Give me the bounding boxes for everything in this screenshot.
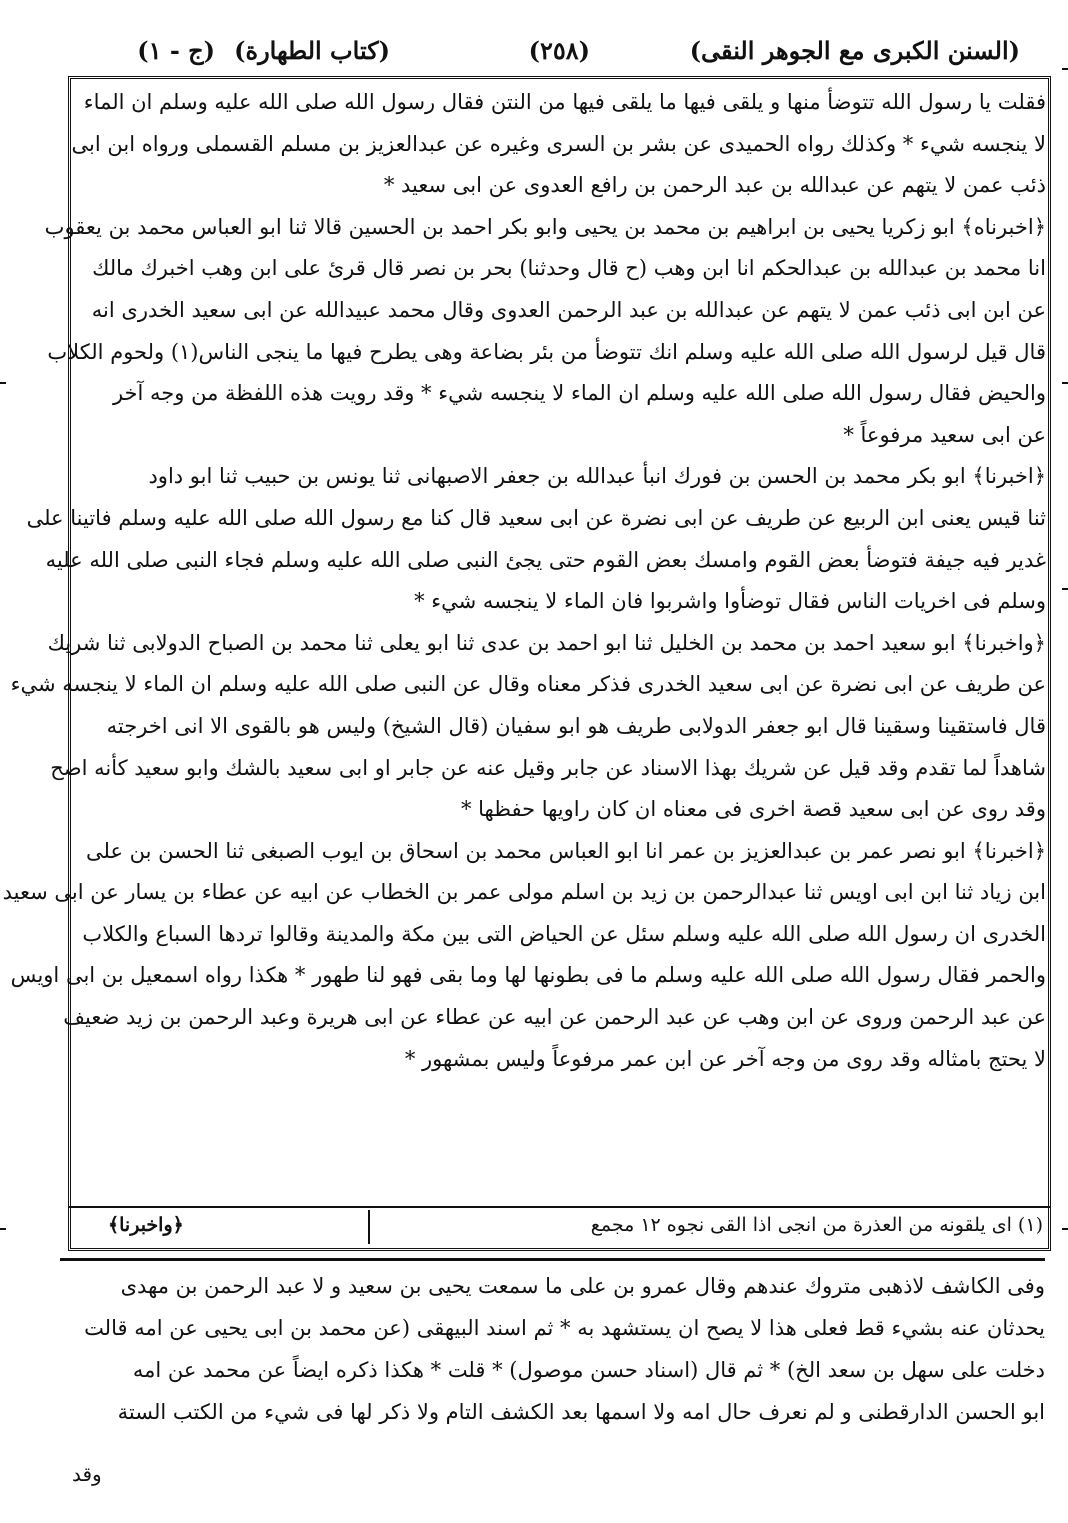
text-line: وقد روى عن ابى سعيد قصة اخرى فى معناه ان كان راويها حفظها * [460, 797, 1046, 822]
text-line: ابن زياد ثنا ابن ابى اويس ثنا عبدالرحمن بن زيد بن اسلم مولى عمر بن الخطاب عن ابيه عن عطاء بن يسار عن ابى سعيد [2, 880, 1046, 905]
commentary-line: دخلت على سهل بن سعد الخ) * ثم قال (اسناد حسن موصول) * قلت * هكذا ذكره ايضاً عن محمد عن امه [132, 1358, 1045, 1382]
text-line: قال قيل لرسول الله صلى الله عليه وسلم انك تتوضأ من بئر بضاعة وهى يطرح فيها ما ينجى الناس(١) ولحوم الكلاب [47, 339, 1046, 364]
edge-tick [1062, 68, 1068, 70]
footnote-text: (١) اى يلقونه من العذرة من انجى اذا القى نجوه ١٢ مجمع [590, 1214, 1043, 1236]
edge-tick [1062, 588, 1068, 590]
text-line: ﴿اخبرنا﴾ ابو نصر عمر بن عبدالعزيز بن عمر انا ابو العباس محمد بن اسحاق بن ايوب الصبغى ثنا الحسن بن على [86, 838, 1046, 863]
edge-tick [1062, 382, 1068, 384]
text-line: انا محمد بن عبدالله بن عبدالحكم انا ابن وهب (ح قال وحدثنا) بحر بن نصر قال قرئ على ابن وهب اخبرك مالك [92, 256, 1046, 281]
text-line: ﴿واخبرنا﴾ ابو سعيد احمد بن محمد بن الخليل ثنا ابو احمد بن عدى ثنا ابو يعلى ثنا محمد بن الصباح الدولابى ثنا شريك [47, 630, 1046, 655]
footnote-catchword: ﴿واخبرنا﴾ [108, 1214, 184, 1236]
main-text [2, 82, 1046, 1080]
commentary-text [60, 1258, 1045, 1433]
text-line: والحيض فقال رسول الله صلى الله عليه وسلم ان الماء لا ينجسه شيء * وقد رويت هذه اللفظة من وجه آخر [112, 381, 1046, 406]
text-line: لا ينجسه شيء * وكذلك رواه الحميدى عن بشر بن السرى وغيره عن عبدالعزيز بن مسلم القسملى ورواه ابن ابى [71, 131, 1046, 156]
commentary-line: يحدثان عنه بشيء قط فعلى هذا لا يصح ان يستشهد به * ثم اسند البيهقى (عن محمد بن ابى يحيى عن امه قالت [84, 1316, 1045, 1340]
text-line: فقلت يا رسول الله تتوضأ منها و يلقى فيها ما يلقى فيها من النتن فقال رسول الله صلى الله عليه وسلم ان الماء [83, 90, 1046, 114]
footnote-row [68, 1206, 1051, 1248]
text-line: ذئب عمن لا يتهم عن عبدالله بن عبد الرحمن بن رافع العدوى عن ابى سعيد * [383, 173, 1046, 198]
edge-tick [0, 382, 6, 384]
page-number: (٢٥٨) [528, 36, 590, 65]
book-title: (السنن الكبرى مع الجوهر النقى) [689, 36, 1020, 65]
running-header [70, 30, 1050, 78]
text-line: ثنا قيس يعنى ابن الربيع عن طريف عن ابى نضرة عن ابى سعيد قال كنا مع رسول الله صلى الله عليه وسلم فاتينا على [26, 505, 1046, 530]
text-line: والحمر فقال رسول الله صلى الله عليه وسلم ما فى بطونها لها وما بقى فهو لنا طهور * هكذا رواه اسمعيل بن ابى اويس [10, 963, 1046, 988]
edge-tick [0, 1228, 6, 1230]
footnote-divider [368, 1210, 370, 1244]
page-catchword: وقد [72, 1462, 102, 1486]
text-line: عن ابى سعيد مرفوعاً * [843, 422, 1046, 447]
text-line: عن عبد الرحمن وروى عن ابن وهب عن عبد الرحمن عن ابيه عن عطاء عن ابى هريرة وعبد الرحمن بن زيد ضعيف [63, 1005, 1046, 1030]
text-line: قال فاستقينا وسقينا قال ابو جعفر الدولابى طريف هو ابو سفيان (قال الشيخ) وليس هو بالقوى الا انى اخرجته [106, 713, 1046, 738]
text-line: عن ابن ابى ذئب عمن لا يتهم عن عبدالله بن عبد الرحمن العدوى وقال محمد عبيدالله عن ابى سعيد الخدرى انه [91, 297, 1046, 322]
text-line: ﴿اخبرناه﴾ ابو زكريا يحيى بن ابراهيم بن محمد بن يحيى وابو بكر احمد بن الحسين قالا ثنا ابو العباس محمد بن يعقوب [44, 214, 1046, 239]
text-line: لا يحتج بامثاله وقد روى من وجه آخر عن ابن عمر مرفوعاً وليس بمشهور * [404, 1046, 1046, 1071]
commentary-line: وفى الكاشف لاذهبى متروك عندهم وقال عمرو بن على ما سمعت يحيى بن سعيد و لا عبد الرحمن بن مهدى [120, 1274, 1045, 1298]
text-line: الخدرى ان رسول الله صلى الله عليه وسلم سئل عن الحياض التى بين مكة والمدينة وقالوا تردها السباع والكلاب [82, 921, 1046, 946]
chapter-title: (كتاب الطهارة) [234, 36, 390, 65]
text-line: شاهداً لما تقدم وقد قيل عن شريك بهذا الاسناد عن جابر وقيل عنه عن جابر او ابى سعيد بالشك وابو سعيد كأنه اصح [50, 755, 1046, 780]
text-line: عن طريف عن ابى نضرة عن ابى سعيد الخدرى فذكر معناه وقال عن النبى صلى الله عليه وسلم ان الماء لا ينجسه شيء [10, 672, 1046, 697]
edge-tick [1062, 1228, 1068, 1230]
volume-number: (ج - ١) [137, 36, 215, 65]
text-line: وسلم فى اخريات الناس فقال توضأوا واشربوا فان الماء لا ينجسه شيء * [414, 589, 1046, 614]
commentary-line: ابو الحسن الدارقطنى و لم نعرف حال امه ولا اسمها بعد الكشف التام ولا ذكر لها فى شيء من الكتب الستة [117, 1400, 1045, 1424]
text-line: غدير فيه جيفة فتوضأ بعض القوم وامسك بعض القوم حتى يجئ النبى صلى الله عليه وسلم فجاء النبى صلى الله عليه [45, 547, 1046, 572]
text-line: ﴿اخبرنا﴾ ابو بكر محمد بن الحسن بن فورك انبأ عبدالله بن جعفر الاصبهانى ثنا يونس بن حبيب ثنا ابو داود [148, 464, 1046, 489]
